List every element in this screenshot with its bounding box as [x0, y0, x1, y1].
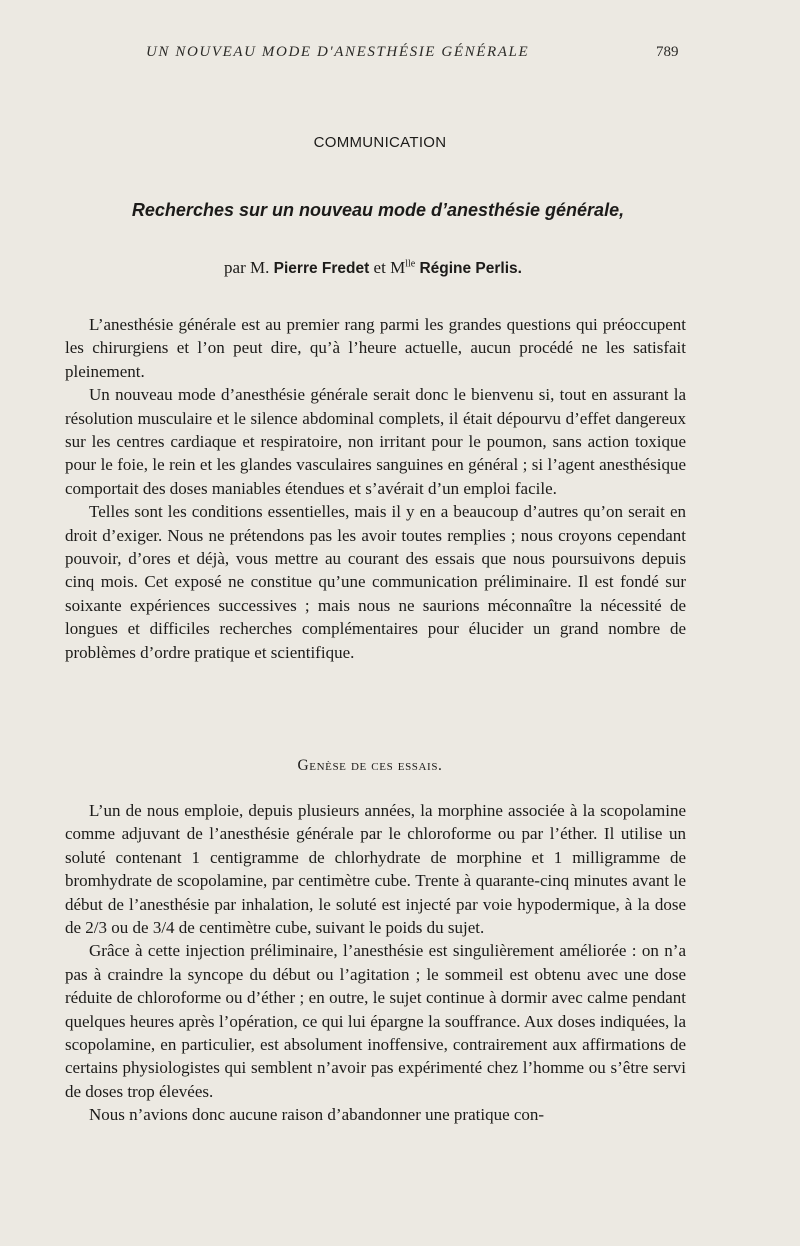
byline-conjunction: et — [373, 258, 386, 277]
author1-title: M. — [250, 258, 270, 277]
page-number: 789 — [656, 44, 679, 60]
paragraph: Un nouveau mode d’anesthésie générale serait donc le bienvenu si, tout en assurant la résolution musculaire et le silence abdominal complets, il était dépourvu d’effet dangereux sur les centres cardiaque et respiratoire, non irritant pour le poumon, sans action toxique pour le foie, le rein et les glandes vasculaires sanguines en général ; si l’agent anesthésique comportait des doses maniables étendues et s’avérait d’un emploi facile. — [65, 385, 686, 498]
article-title: Recherches sur un nouveau mode d’anesthésie générale, — [131, 200, 625, 220]
paragraph: Grâce à cette injection préliminaire, l’anesthésie est singulièrement améliorée : on n’a pas à craindre la syncope du début ou l’agitation ; le sommeil est obtenu avec une dose réduite de chloroforme ou d’éther ; en outre, le sujet continue à dormir avec calme pendant quelques heures après l’opération, ce qui lui épargne la souffrance. Aux doses indiquées, la scopolamine, en particulier, est absolument inoffensive, contrairement aux affirmations de certains physiologistes qui semblent n’avoir pas expérimenté chez l’homme ou s’être servi de doses trop élevées. — [65, 941, 686, 1101]
byline-prefix: par — [224, 258, 246, 277]
section-label: COMMUNICATION — [313, 134, 447, 151]
paragraph: L’un de nous emploie, depuis plusieurs années, la morphine associée à la scopolamine comme adjuvant de l’anesthésie générale par le chloroforme ou par l’éther. Il utilise un soluté contenant 1 centigramme de chlorhydrate de morphine et 1 milligramme de bromhydrate de scopolamine, par centimètre cube. Trente à quarante-cinq minutes avant le début de l’anesthésie par inhalation, le soluté est injecté par voie hypodermique, à la dose de 2/3 ou de 3/4 de centimètre cube, suivant le poids du sujet. — [65, 801, 686, 938]
author2-title — [390, 258, 415, 277]
genese-text — [65, 799, 686, 1127]
author1-name: Pierre Fredet — [273, 260, 370, 277]
running-head: UN NOUVEAU MODE D'ANESTHÉSIE GÉNÉRALE — [146, 44, 530, 60]
paragraph: Telles sont les conditions essentielles, mais il y en a beaucoup d’autres qu’on serait en droit d’exiger. Nous ne prétendons pas les avoir toutes remplies ; nous croyons cependant pouvoir, d’ores et déjà, vous mettre au courant des essais que nous poursuivons depuis cinq mois. Cet exposé ne constitue qu’une communication préliminaire. Il est fondé sur soixante expériences successives ; mais nous ne saurions méconnaître la nécessité de longues et difficiles recherches complémentaires pour élucider un grand nombre de problèmes d’ordre pratique et scientifique. — [65, 502, 686, 662]
byline — [0, 258, 746, 278]
paragraph: Nous n’avions donc aucune raison d’abandonner une pratique con- — [89, 1105, 545, 1125]
author2-title-base: M — [390, 258, 406, 277]
author2-name: Régine Perlis. — [419, 260, 522, 277]
section-subheading — [0, 757, 740, 775]
author2-title-sup: lle — [405, 258, 416, 270]
subheading-text: Genèse de ces essais. — [297, 757, 443, 774]
paragraph: L’anesthésie générale est au premier rang parmi les grandes questions qui préoccupent les chirurgiens et l’on peut dire, qu’à l’heure actuelle, aucun procédé ne les satisfait pleinement. — [65, 315, 686, 381]
intro-text — [65, 313, 686, 664]
